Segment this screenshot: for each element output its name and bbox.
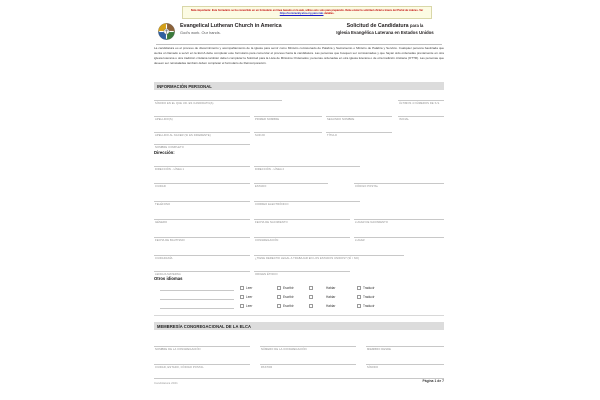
field-underline bbox=[254, 183, 328, 184]
field-zip[interactable] bbox=[354, 177, 444, 189]
checkbox-label-hablar: Hablar bbox=[326, 286, 336, 291]
language-name-input[interactable] bbox=[160, 308, 234, 309]
field-underline bbox=[254, 255, 404, 256]
field-label-middle-name: SEGUNDO NOMBRE bbox=[327, 118, 355, 122]
checkbox-label-escribir: Escribir bbox=[283, 286, 294, 291]
intro-paragraph: La candidatura es el proceso de discernimiento y acompañamiento de la iglesia para servir como Ministro comisionado de Palabra y Sacramento o Ministro de Palabra y Servicio. Cualquier persona bautizada que sienta un llamado a servir en la ELCA debe completar este formulario para comenzar el proceso hacia la candidatura. Las personas que busquen ser comisionadas y que hayan sido ordenadas previamente en otra iglesia luterana u otra tradición cristiana también deben completar la Solicitud para la Lista de Ministros Ordenados; personas ordenadas en otra iglesia luterana o de otra tradición cristiana (OTTR). Las personas que deseen ser reinstaladas también deben completar el formulario de Reincorporación. bbox=[154, 46, 444, 65]
field-birth-date[interactable] bbox=[254, 213, 350, 225]
field-baptism-place[interactable] bbox=[354, 231, 444, 243]
field-underline bbox=[260, 346, 356, 347]
field-citizenship[interactable] bbox=[154, 249, 250, 261]
checkbox-label-escribir: Escribir bbox=[283, 295, 294, 300]
checkbox-escribir[interactable] bbox=[277, 295, 281, 299]
field-label-title: TÍTULO bbox=[327, 134, 338, 138]
field-baptism-date[interactable] bbox=[154, 231, 250, 243]
footer-document-name: Candidatura 2021 bbox=[154, 381, 178, 385]
field-underline bbox=[354, 237, 444, 238]
masthead bbox=[156, 22, 446, 43]
field-last-name[interactable] bbox=[154, 110, 250, 122]
field-first-name[interactable] bbox=[254, 110, 322, 122]
brand-tagline: God's work. Our hands. bbox=[180, 30, 221, 36]
notice-text-before-link: Nota importante: Este formulario se ha convertido en un formulario en línea basado en la web, utilice esto solo para prepararlo. Debe enviar la solicitud oficial a través del Portal de Líderes. Ver bbox=[190, 9, 424, 12]
document-title-line1 bbox=[324, 23, 446, 30]
field-phone[interactable] bbox=[154, 195, 250, 207]
language-row bbox=[154, 302, 444, 311]
document-title-main: Solicitud de Candidatura bbox=[346, 23, 409, 29]
field-pastor[interactable] bbox=[260, 358, 356, 370]
field-label-address-line2: DIRECCIÓN - LÍNEA 2 bbox=[255, 168, 285, 172]
field-underline bbox=[366, 346, 444, 347]
checkbox-label-hablar: Hablar bbox=[326, 304, 336, 309]
field-underline bbox=[354, 183, 444, 184]
checkbox-traducir[interactable] bbox=[357, 286, 361, 290]
field-label-citizenship: CIUDADANÍA bbox=[155, 257, 173, 261]
field-label-last-name: APELLIDO(S) bbox=[155, 118, 173, 122]
field-underline bbox=[154, 237, 250, 238]
checkbox-traducir[interactable] bbox=[357, 295, 361, 299]
field-city[interactable] bbox=[154, 177, 250, 189]
field-label-state: ESTADO bbox=[255, 185, 267, 189]
field-label-member-since: MIEMBRO DESDE bbox=[367, 348, 392, 352]
field-label-phone: TELÉFONO bbox=[155, 203, 171, 207]
checkbox-hablar[interactable] bbox=[309, 295, 313, 299]
field-underline bbox=[154, 144, 250, 145]
field-label-birth-last-name: APELLIDO AL NACER (SI ES DIFERENTE) bbox=[155, 134, 211, 138]
field-address-line2[interactable] bbox=[254, 160, 360, 172]
field-label-ethnic-origin: ORIGEN ÉTNICO bbox=[255, 273, 278, 277]
field-label-city-state-zip: CIUDAD, ESTADO, CÓDIGO POSTAL bbox=[155, 366, 204, 370]
document-title-line2: Iglesia Evangélica Luterana en Estados Unidos bbox=[336, 29, 434, 35]
checkbox-label-traducir: Traducir bbox=[363, 295, 375, 300]
field-label-full-name: NOMBRE COMPLETO bbox=[155, 146, 184, 150]
field-underline bbox=[354, 219, 444, 220]
languages-section-divider bbox=[154, 315, 444, 316]
field-ssn-last4[interactable] bbox=[398, 92, 444, 106]
field-underline bbox=[326, 116, 392, 117]
field-label-birth-date: FECHA DE NACIMIENTO bbox=[255, 221, 288, 225]
field-label-congregation-number: NÚMERO DE LA CONGREGACIÓN bbox=[261, 348, 307, 352]
document-title-block bbox=[324, 23, 446, 36]
checkbox-label-leer: Leer bbox=[246, 304, 253, 309]
field-state[interactable] bbox=[254, 177, 328, 189]
field-underline bbox=[154, 201, 250, 202]
field-membership-synod[interactable] bbox=[366, 358, 444, 370]
field-underline bbox=[254, 237, 350, 238]
field-underline bbox=[366, 364, 444, 365]
checkbox-label-hablar: Hablar bbox=[326, 295, 336, 300]
field-underline bbox=[154, 116, 250, 117]
field-ethnic-origin[interactable] bbox=[254, 265, 350, 277]
field-label-baptism-place: LUGAR bbox=[355, 239, 365, 243]
field-label-baptism-date: FECHA DE BAUTISMO bbox=[155, 239, 185, 243]
section-title-personal-information: INFORMACIÓN PERSONAL bbox=[157, 83, 212, 89]
field-underline bbox=[260, 364, 356, 365]
notice-link[interactable]: https://community.elca.org para más bbox=[279, 12, 324, 16]
field-underline bbox=[254, 219, 350, 220]
field-underline bbox=[154, 255, 250, 256]
field-label-birth-place: LUGAR DE NACIMIENTO bbox=[355, 221, 389, 225]
field-middle-name[interactable] bbox=[326, 110, 392, 122]
field-title[interactable] bbox=[326, 126, 392, 138]
notice-text bbox=[186, 9, 428, 16]
important-notice-banner bbox=[182, 6, 432, 19]
field-underline bbox=[254, 201, 360, 202]
field-initial[interactable] bbox=[398, 110, 444, 122]
checkbox-escribir[interactable] bbox=[277, 286, 281, 290]
field-label-native-language: LENGUA MATERNA bbox=[155, 273, 181, 277]
field-label-city: CIUDAD bbox=[155, 185, 166, 189]
section-header-personal-information bbox=[154, 82, 444, 90]
field-work-authorization[interactable] bbox=[254, 244, 404, 261]
checkbox-label-escribir: Escribir bbox=[283, 304, 294, 309]
field-label-pastor: PASTOR bbox=[261, 366, 273, 370]
checkbox-hablar[interactable] bbox=[309, 304, 313, 308]
field-member-since[interactable] bbox=[366, 340, 444, 352]
elca-cross-shield-logo-icon bbox=[158, 23, 175, 40]
field-congregation-number[interactable] bbox=[260, 340, 356, 352]
field-label-address-line1: DIRECCIÓN - LÍNEA 1 bbox=[155, 168, 185, 172]
field-birth-place[interactable] bbox=[354, 213, 444, 225]
field-label-membership-synod: SÍNODO bbox=[367, 366, 379, 370]
field-label-suffix: SUFIJO bbox=[255, 134, 266, 138]
field-underline bbox=[398, 116, 444, 117]
field-label-work-authorization: ¿TIENE DERECHO LEGAL A TRABAJAR EN LOS ESTADOS UNIDOS? (SÍ / NO) bbox=[255, 257, 360, 261]
field-synod[interactable] bbox=[154, 92, 282, 106]
field-underline bbox=[154, 346, 250, 347]
language-name-input[interactable] bbox=[160, 290, 234, 291]
field-underline bbox=[326, 132, 392, 133]
subheading-other-languages: Otros idiomas bbox=[154, 276, 183, 281]
section-title-congregational-membership: MEMBRESÍA CONGREGACIONAL DE LA ELCA bbox=[157, 323, 252, 329]
subheading-address: Dirección: bbox=[154, 150, 175, 155]
field-underline bbox=[254, 132, 322, 133]
field-underline bbox=[254, 116, 322, 117]
field-label-synod: SÍNODO EN EL QUE UD. ES CANDIDATO(A) bbox=[155, 102, 214, 106]
notice-text-after-link: detalles. bbox=[323, 12, 335, 16]
field-underline bbox=[154, 271, 250, 272]
field-underline bbox=[254, 271, 350, 272]
checkbox-label-traducir: Traducir bbox=[363, 286, 375, 291]
checkbox-escribir[interactable] bbox=[277, 304, 281, 308]
form-sheet bbox=[148, 0, 450, 400]
checkbox-traducir[interactable] bbox=[357, 304, 361, 308]
footer-divider bbox=[154, 378, 444, 379]
field-label-zip: CÓDIGO POSTAL bbox=[355, 185, 379, 189]
field-label-email: CORREO ELECTRÓNICO bbox=[255, 203, 289, 207]
field-label-initial: INICIAL bbox=[399, 118, 410, 122]
field-underline bbox=[254, 166, 360, 167]
field-address-line1[interactable] bbox=[154, 160, 250, 172]
field-underline bbox=[154, 183, 250, 184]
checkbox-label-traducir: Traducir bbox=[363, 304, 375, 309]
field-suffix[interactable] bbox=[254, 126, 322, 138]
checkbox-label-leer: Leer bbox=[246, 295, 253, 300]
checkbox-leer[interactable] bbox=[240, 295, 244, 299]
field-birth-last-name[interactable] bbox=[154, 126, 250, 138]
field-label-ssn-last4: ÚLTIMOS 4 NÚMEROS DE S.S. bbox=[399, 102, 441, 106]
brand-name: Evangelical Lutheran Church in America bbox=[180, 23, 282, 29]
field-underline bbox=[154, 100, 282, 101]
field-email[interactable] bbox=[254, 195, 360, 207]
field-underline bbox=[154, 219, 250, 220]
footer-page-number: Página 1 de 7 bbox=[422, 379, 444, 383]
field-gender[interactable] bbox=[154, 213, 250, 225]
language-row bbox=[154, 293, 444, 302]
section-header-congregational-membership bbox=[154, 322, 444, 330]
field-underline bbox=[398, 100, 444, 101]
language-name-input[interactable] bbox=[160, 299, 234, 300]
field-underline bbox=[154, 364, 250, 365]
field-label-baptism-congregation: CONGREGACIÓN bbox=[255, 239, 279, 243]
field-label-first-name: PRIMER NOMBRE bbox=[255, 118, 280, 122]
field-underline bbox=[154, 166, 250, 167]
field-label-congregation-name: NOMBRE DE LA CONGREGACIÓN bbox=[155, 348, 201, 352]
checkbox-label-leer: Leer bbox=[246, 286, 253, 291]
field-congregation-name[interactable] bbox=[154, 340, 250, 352]
field-city-state-zip[interactable] bbox=[154, 358, 250, 370]
document-title-para-la: para la bbox=[410, 23, 424, 28]
field-underline bbox=[154, 132, 250, 133]
brand-block bbox=[180, 23, 320, 36]
checkbox-hablar[interactable] bbox=[309, 286, 313, 290]
language-row bbox=[154, 284, 444, 293]
field-full-name[interactable] bbox=[154, 138, 250, 150]
field-label-gender: GÉNERO bbox=[155, 221, 168, 225]
field-baptism-congregation[interactable] bbox=[254, 231, 350, 243]
checkbox-leer[interactable] bbox=[240, 286, 244, 290]
masthead-divider bbox=[156, 44, 442, 45]
checkbox-leer[interactable] bbox=[240, 304, 244, 308]
